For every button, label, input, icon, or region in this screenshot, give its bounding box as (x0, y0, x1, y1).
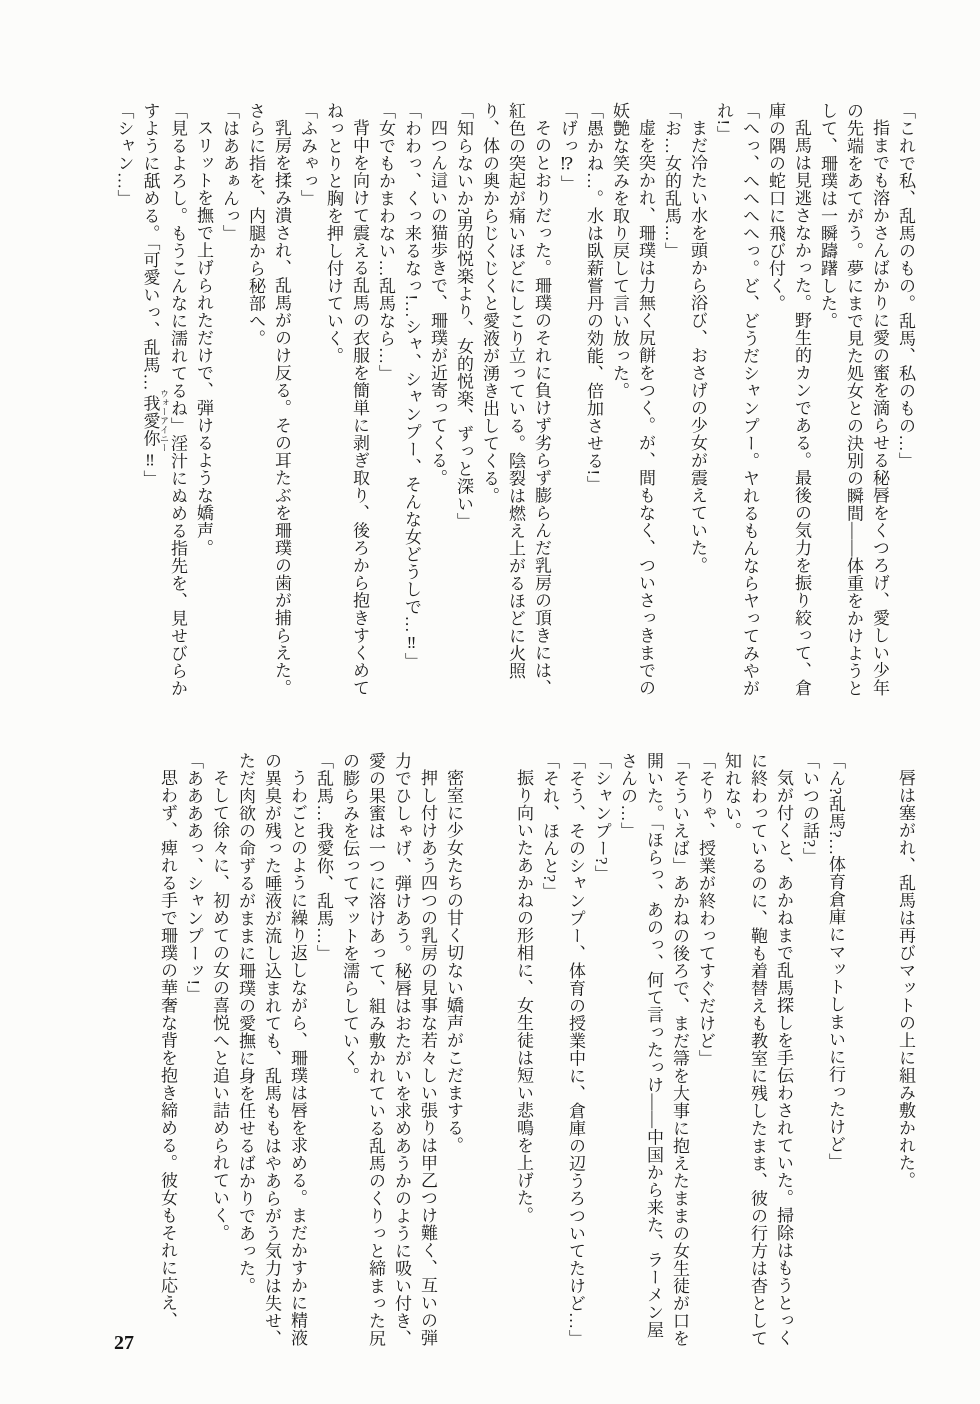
paragraph: そのとおりだった。珊璞のそれに負けず劣らず膨らんだ乳房の頂きには、紅色の突起が痛いほどにしこり立っている。陰裂は燃え上がるほどに火照り、体の奥からじくじくと愛液が湧き出してくる。 (480, 102, 551, 697)
ruby-annotated-word: 我愛你 ウォーアイニー (140, 389, 169, 453)
paragraph: 「愚かね…。水は臥薪嘗丹の効能、倍加させる!」 (584, 102, 603, 494)
paragraph: 「はああぁんっ」 (220, 102, 239, 242)
paragraph: 唇は塞がれ、乱馬は再びマットの上に組み敷かれた。 (896, 769, 915, 1189)
paragraph: 「シャンプー?」 (592, 752, 611, 883)
paragraph: 「それ、ほんと?」 (540, 752, 559, 901)
paragraph: 「げっ⁉」 (558, 102, 577, 193)
paragraph: まだ冷たい水を頭から浴び、おさげの少女が震えていた。 (688, 119, 707, 574)
paragraph: 思わず、痺れる手で珊璞の華奢な背を抱き締める。彼女もそれに応え、 (158, 769, 177, 1329)
paragraph: 「女でもかまわない…乱馬なら…」 (376, 102, 395, 382)
paragraph: 「シャン…」 (114, 102, 134, 207)
paragraph: 「知らないか?男的悦楽より、女的悦楽、ずっと深い」 (454, 102, 473, 531)
paragraph: スリットを撫で上げられただけで、弾けるような嬌声。 (194, 119, 213, 557)
paragraph: 「へっ、へへへへっ。ど、どうだシャンプー。ヤれるもんならヤってみやがれ!」 (714, 102, 759, 697)
paragraph: 指までも溶かさんばかりに愛の蜜を滴らせる秘唇をくつろげ、愛しい少年の先端をあてがう。夢にまで見た処女との決別の瞬間――体重をかけようとして、珊璞は一瞬躊躇した。 (818, 102, 889, 697)
paragraph: 乱馬は見逃さなかった。野生的カンである。最後の気力を振り絞って、倉庫の隅の蛇口に飛び付く。 (766, 102, 811, 697)
paragraph: 虚を突かれ、珊璞は力無く尻餅をつく。が、間もなく、ついさっきまでの妖艶な笑みを取り戻して言い放った。 (610, 102, 655, 697)
paragraph: 振り向いたあかねの形相に、女生徒は短い悲鳴を上げた。 (514, 769, 533, 1224)
paragraph: 背中を向けて震える乱馬の衣服を簡単に剥ぎ取り、後ろから抱きすくめてねっとりと胸を押し付けていく。 (324, 102, 369, 697)
paragraph: 「ふみゃっ」 (298, 102, 317, 207)
paragraph: 「見るよろし。もうこんなに濡れてるね」淫汁にぬめる指先を、見せびらかすように舐める。「可愛いっ、乱馬…我愛你 ウォーアイニー‼」 (140, 102, 187, 697)
paragraph: 気が付くと、あかねまで乱馬探しを手伝わされていた。掃除はもうとっくに終わっているのに、鞄も着替えも教室に残したまま、彼の行方は杳として知れない。 (722, 752, 793, 1347)
paragraph: 「そう、そのシャンプー、体育の授業中に、倉庫の辺うろついてたけど…」 (566, 752, 585, 1347)
paragraph: 「いつの話?」 (800, 752, 819, 866)
paragraph: 四つん這いの猫歩きで、珊璞が近寄ってくる。 (428, 119, 447, 487)
paragraph: 「そういえば」あかねの後ろで、まだ箒を大事に抱えたままの女生徒が口を開いた。「ほらっ、あのっ、何て言ったっけ――中国から来た、ラーメン屋さんの…」 (618, 752, 689, 1347)
paragraph: 「そりゃ、授業が終わってすぐだけど」 (696, 752, 715, 1067)
paragraph: 「ああああっ、シャンプーッ!」 (184, 752, 203, 1004)
paragraph: 「これで私、乱馬のもの。乱馬、私のもの…」 (896, 102, 915, 470)
paragraph: そして徐々に、初めての女の喜悦へと追い詰められていく。 (210, 769, 229, 1242)
text-block-top (111, 102, 919, 702)
paragraph: 「乱馬…我愛你、乱馬…」 (314, 752, 333, 962)
paragraph: 「わわっ、くっ来るなっ!…シャ、シャンプー、そんな女どうしで…‼」 (402, 102, 421, 671)
paragraph: 「お…女的乱馬…」 (662, 102, 681, 260)
text-block-bottom (154, 752, 918, 1352)
page-number: 27 (114, 1332, 134, 1354)
paragraph: 密室に少女たちの甘く切ない嬌声がこだまする。 (444, 769, 463, 1154)
paragraph: 乳房を揉み潰され、乱馬がのけ反る。その耳たぶを珊璞の歯が捕らえた。さらに指を、内腿から秘部へ。 (246, 102, 291, 697)
paragraph: 「ん?乱馬?…体育倉庫にマットしまいに行ったけど」 (826, 752, 845, 1171)
paragraph: 押し付けあう四つの乳房の見事な若々しい張りは甲乙つけ難く、互いの弾力でひしゃげ、弾けあう。秘唇はおたがいを求めあうかのように吸い付き、愛の果蜜は一つに溶けあって、組み敷かれている乱馬のくりっと締まった尻の膨らみを伝ってマットを濡らしていく。 (340, 752, 437, 1347)
paragraph: うわごとのように繰り返しながら、珊璞は唇を求める。まだかすかに精液の異臭が残った唾液が流し込まれても、乱馬ももはやあらがう気力は失せ、ただ肉欲の命ずるがままに珊璞の愛撫に身を任せるばかりであった。 (236, 752, 307, 1347)
